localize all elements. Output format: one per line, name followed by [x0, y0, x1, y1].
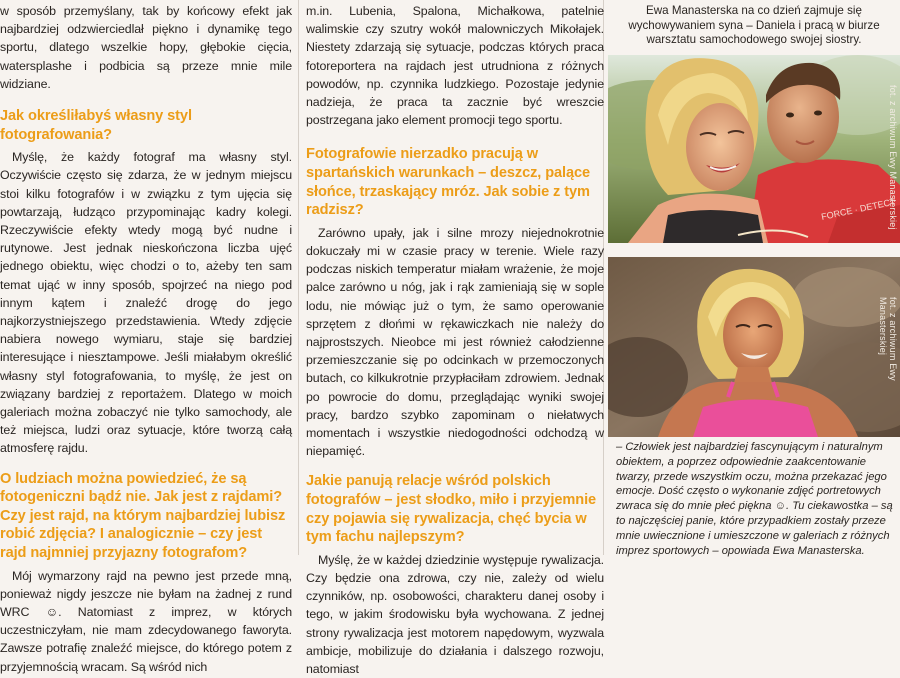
- column-divider-1: [298, 0, 299, 555]
- body-paragraph: m.in. Lubenia, Spalona, Michałkowa, patelnie walimskie czy szutry wokół malowniczych Mikołajek. Niestety zdarzają się sytuacje, podczas których praca fotoreportera na rajdach jest utrudniona z różnych powodów, np. czynnika ludzkiego. Pozostaje jedynie nadzieja, że praca ta zacznie być wreszcie postrzegana jako element promocji tego sportu.: [306, 4, 604, 128]
- shirt-print: FORCE · DETECT: [820, 196, 897, 222]
- photo-caption-bottom: – Człowiek jest najbardziej fascynującym i naturalnym obiektem, a poprzez odpowiednie zaakcentowanie twarzy, przede wszystkim oczu, można przekazać jego emocje. Dość często o wykonanie zdjęć portretowych zwraca się do mnie płeć piękna ☺. Tu ciekawostka – są to najczęściej panie, które przypadkiem zostały przeze mnie uwiecznione i umieszczone w galeriach z różnych imprez sportowych – opowiada Ewa Manasterska.: [616, 441, 893, 557]
- body-paragraph: Myślę, że w każdej dziedzinie występuje rywalizacja. Czy będzie ona zdrowa, czy nie, zależy od wielu czynników, np. osobowości, charakteru danej osoby i tego, w jakim środowisku była wychowana. Z jednej strony rywalizacja jest motorem napędowym, wyzwala ambicje, mobilizuje do działania i dalszego rozwoju, natomiast: [306, 552, 604, 677]
- photo-woman-portrait: [608, 257, 900, 437]
- photo-woman-portrait-image: [608, 257, 900, 437]
- interview-question: Jak określiłabyś własny styl fotografowania?: [0, 108, 192, 143]
- interview-question: Jakie panują relacje wśród polskich fotografów – jest słodko, miło i przyjemnie czy pojawia się rywalizacja, chęć bycia w tym fachu najlepszym?: [306, 473, 597, 546]
- article-column-1: [0, 0, 292, 676]
- body-paragraph: Myślę, że każdy fotograf ma własny styl. Oczywiście często się zdarza, że w jednym miejscu stoi kilku fotografów i w związku z tym ujęcia się powtarzają, łudząco przypominając kadry kolegi. Rzeczywiście efekty wtedy mogą być nudne i rutynowe. Jest jednak nieskończona liczba ujęć jednego obiektu, więc chodzi o to, ażeby ten sam temat ująć w inny sposób, spojrzeć na niego pod innym kątem i znaleźć drogę do jego najkorzystniejszego przedstawienia. Wtedy zdjęcie nabiera nowego wymiaru, staje się bardziej interesujące i niesztampowe. Jeśli miałabym określić własny styl fotografowania, to myślę, że jest on związany bardziej z reportażem. Dlatego w moich galeriach można zobaczyć nie tylko samochody, ale też miejsca, ludzi oraz sytuacje, które tworzą całą atmosferę rajdu.: [0, 150, 292, 456]
- body-paragraph: w sposób przemyślany, tak by końcowy efekt jak najbardziej odzwierciedlał piękno i dynamikę tego sportu, dlatego wszelkie hopy, głębokie cięcia, watersplashe i podbicia są przeze mnie mile widziane.: [0, 4, 292, 91]
- body-paragraph: Mój wymarzony rajd na pewno jest przede mną, ponieważ nigdy jeszcze nie byłam na żadnej z rund WRC ☺. Natomiast z imprez, w których uczestniczyłam, nie mam zdecydowanego faworyta. Zawsze potrafię znaleźć miejsce, do którego potem z przyjemnością wracam. Są wśród nich: [0, 568, 292, 674]
- photo-credit: fot. z archiwum Ewy Manasterskiej: [888, 85, 898, 230]
- photo-caption-top: Ewa Manasterska na co dzień zajmuje się wychowywaniem syna – Daniela i pracą w biurze warsztatu samochodowego swojej siostry.: [628, 4, 880, 47]
- article-column-2: [306, 0, 604, 678]
- photo-credit: fot. z archiwum Ewy Manasterskiej: [878, 297, 898, 381]
- photo-mother-and-son: [608, 55, 900, 243]
- photo-mother-and-son-image: [608, 55, 900, 243]
- interview-question: O ludziach można powiedzieć, że są fotogeniczni bądź nie. Jak jest z rajdami? Czy jest rajd, na którym najbardziej lubisz robić zdjęcia? I analogicznie – czy jest rajd najmniej przyjazny fotografom?: [0, 470, 286, 562]
- interview-question: Fotografowie nierzadko pracują w spartańskich warunkach – deszcz, palące słońce, trzaskający mróz. Jak sobie z tym radzisz?: [306, 146, 591, 219]
- body-paragraph: Zarówno upały, jak i silne mrozy niejednokrotnie dokuczały mi w czasie pracy w terenie. Wiele razy podczas niskich temperatur miałam wrażenie, że moje palce zarówno u nóg, jak i rąk zamieniają się w sople lodu, nie mówiąc już o tym, że samo operowanie sprzętem z dłońmi w rękawiczkach nie należy do najprostszych. Nieobce mi jest również całodzienne przemieszczanie się po odcinkach w przemoczonych butach, co kilkukrotnie przypłaciłam zdrowiem. Jednak po powrocie do domu, przeglądając wyniki swojej pracy, bardzo szybko zapominam o niełatwych momentach i wszystkie niedogodności odchodzą w niepamięć.: [306, 225, 604, 459]
